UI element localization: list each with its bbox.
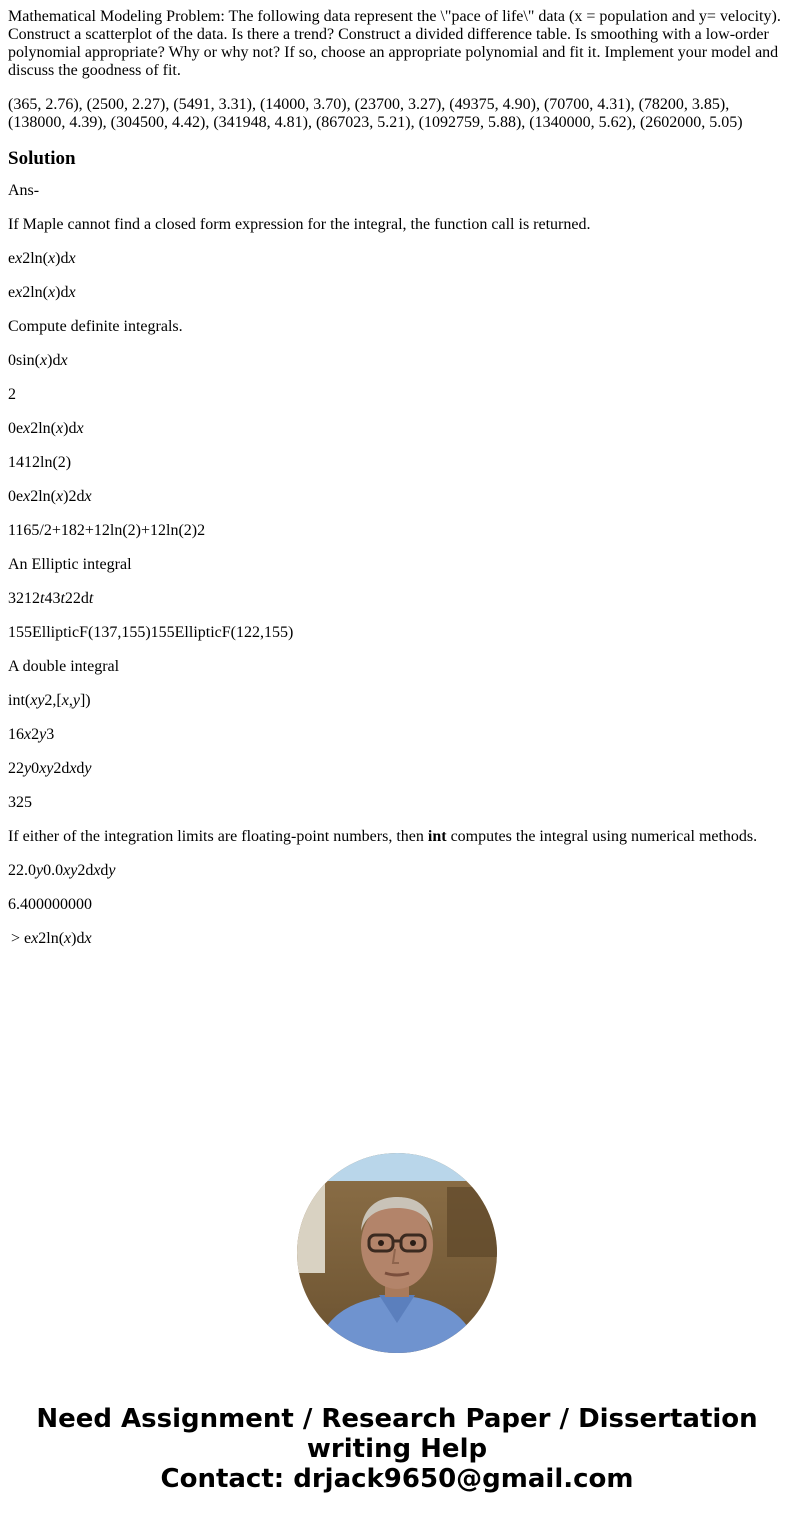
document-body: [8, 8, 786, 964]
banner-line-1: Need Assignment / Research Paper / Dissertation: [36, 1404, 758, 1434]
contact-banner: [0, 1404, 794, 1494]
math-line-9: 22.0y0.0xy2dxdy: [8, 862, 116, 879]
float-note: If either of the integration limits are floating-point numbers, then int computes the integral using numerical methods.: [8, 828, 758, 845]
double-heading: A double integral: [8, 658, 120, 675]
maple-prompt: >: [11, 930, 21, 947]
result-line-9: 6.400000000: [8, 896, 92, 913]
result-line-7: 16x2y3: [8, 726, 55, 743]
avatar: [297, 1153, 497, 1353]
math-line-7: int(xy2,[x,y]): [8, 692, 91, 709]
result-line-4: 1412ln(2): [8, 454, 72, 471]
answer-label: Ans-: [8, 182, 40, 199]
math-line-10: > ex2ln(x)dx: [11, 930, 92, 947]
math-line-5: 0ex2ln(x)2dx: [8, 488, 92, 505]
definite-heading: Compute definite integrals.: [8, 318, 183, 335]
elliptic-heading: An Elliptic integral: [8, 556, 132, 573]
result-line-8: 325: [8, 794, 32, 811]
result-line-6: 155EllipticF(137,155)155EllipticF(122,155): [8, 624, 294, 641]
math-line-6: 3212t43t22dt: [8, 590, 94, 607]
banner-contact-line: Contact: drjack9650@gmail.com: [160, 1464, 634, 1494]
banner-line-2: writing Help: [306, 1434, 488, 1464]
solution-heading: Solution: [8, 148, 76, 169]
intro-text: If Maple cannot find a closed form expression for the integral, the function call is returned.: [8, 216, 591, 233]
result-line-5: 1165/2+182+12ln(2)+12ln(2)2: [8, 522, 206, 539]
question-text: Mathematical Modeling Problem: The following data represent the \"pace of life\" data (x = population and y= velocity). Construct a scatterplot of the data. Is there a trend? Construct a divided difference table. Is smoothing with a low-order polynomial appropriate? Why or why not? If so, choose an appropriate polynomial and fit it. Implement your model and discuss the goodness of fit.: [8, 8, 781, 79]
math-line-8: 22y0xy2dxdy: [8, 760, 92, 777]
math-line-1: ex2ln(x)dx: [8, 250, 76, 267]
math-line-4: 0ex2ln(x)dx: [8, 420, 84, 437]
math-line-3: 0sin(x)dx: [8, 352, 68, 369]
person-portrait-icon: [297, 1153, 497, 1353]
math-line-2: ex2ln(x)dx: [8, 284, 76, 301]
question-data-points: (365, 2.76), (2500, 2.27), (5491, 3.31), (14000, 3.70), (23700, 3.27), (49375, 4.90), (70700, 4.31), (78200, 3.85), (138000, 4.39), (304500, 4.42), (341948, 4.81), (867023, 5.21), (1092759, 5.88), (1340000, 5.62), (2602000, 5.05): [8, 96, 743, 131]
result-line-3: 2: [8, 386, 16, 403]
int-keyword: int: [427, 828, 447, 845]
